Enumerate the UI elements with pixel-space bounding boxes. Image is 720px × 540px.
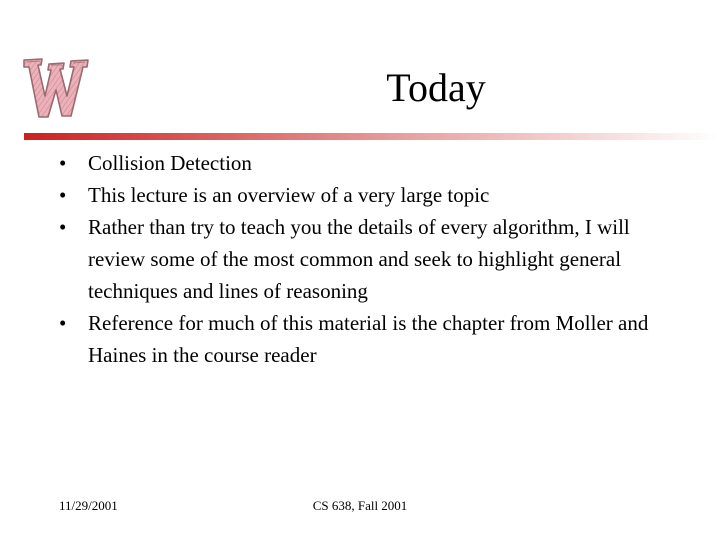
bullet-item	[52, 211, 692, 307]
bullet-marker: •	[59, 215, 67, 239]
title-divider	[24, 128, 720, 136]
bullet-text: Collision Detection	[88, 151, 252, 175]
bullet-item	[52, 179, 692, 211]
bullet-marker: •	[59, 151, 67, 175]
bullet-marker: •	[59, 183, 67, 207]
bullet-text: Rather than try to teach you the details of every algorithm, I will review some of the most common and seek to highlight general techniques and lines of reasoning	[88, 215, 630, 303]
footer-course: CS 638, Fall 2001	[312, 498, 408, 513]
bullet-text: This lecture is an overview of a very large topic	[88, 183, 490, 207]
w-logo-icon	[18, 52, 94, 124]
bullet-marker: •	[59, 311, 67, 335]
slide-title: Today	[386, 65, 486, 110]
bullet-list	[52, 147, 692, 371]
bullet-text: Reference for much of this material is the chapter from Moller and Haines in the course reader	[88, 311, 649, 367]
footer-date: 11/29/2001	[59, 498, 118, 513]
bullet-item	[52, 307, 692, 371]
bullet-item	[52, 147, 692, 179]
